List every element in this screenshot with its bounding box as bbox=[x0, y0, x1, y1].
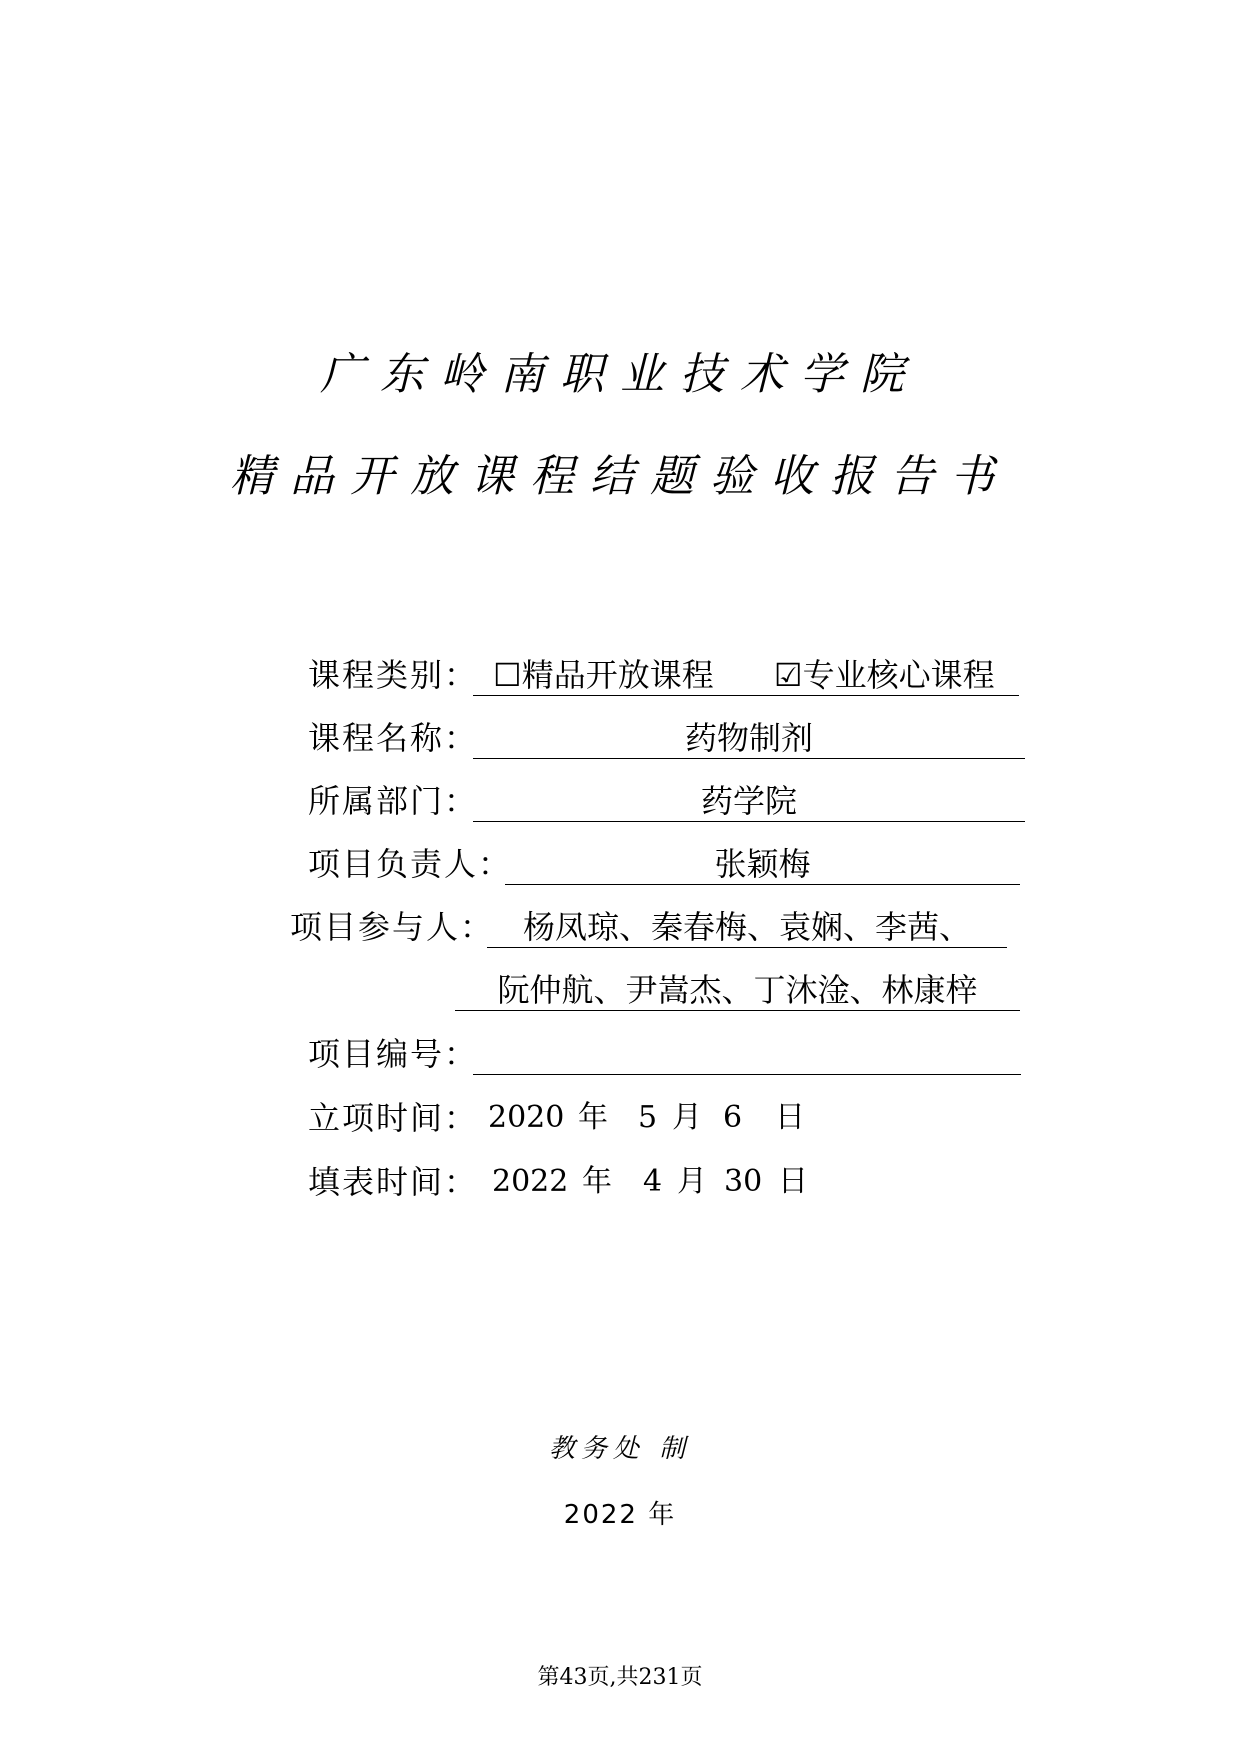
school-title: 广东岭南职业技术学院 bbox=[320, 349, 920, 400]
leader-label: 项目负责人： bbox=[308, 845, 513, 883]
start-date-label: 立项时间： bbox=[308, 1099, 479, 1137]
start-year-unit: 年 bbox=[578, 1100, 608, 1135]
checkbox-unchecked-icon[interactable]: ☐ bbox=[493, 656, 522, 694]
fill-day: 30 bbox=[724, 1164, 763, 1199]
participants-label: 项目参与人： bbox=[290, 908, 495, 946]
checkbox-checked-icon[interactable]: ☑ bbox=[773, 656, 803, 694]
leader-field: 张颖梅 bbox=[505, 844, 1020, 885]
fill-month-unit: 月 bbox=[677, 1164, 707, 1199]
page-number: 第43页,共231页 bbox=[537, 1665, 703, 1690]
course-name-label: 课程名称： bbox=[308, 719, 479, 757]
category-label: 课程类别： bbox=[308, 656, 479, 694]
fill-day-unit: 日 bbox=[778, 1164, 808, 1199]
report-title: 精品开放课程结题验收报告书 bbox=[230, 451, 1010, 502]
start-month-unit: 月 bbox=[672, 1100, 702, 1135]
issue-year: 2022 年 bbox=[563, 1500, 677, 1530]
participants-line-2: 阮仲航、尹嵩杰、丁沐淦、林康梓 bbox=[455, 970, 1020, 1011]
participants-line-1: 杨凤琼、秦春梅、袁娴、李茜、 bbox=[487, 907, 1007, 948]
start-year: 2020 bbox=[488, 1100, 565, 1135]
fill-year: 2022 bbox=[492, 1164, 569, 1199]
category-option-1: 精品开放课程 bbox=[521, 656, 714, 694]
category-field bbox=[473, 655, 1019, 696]
fill-year-unit: 年 bbox=[582, 1164, 612, 1199]
fill-date-label: 填表时间： bbox=[308, 1163, 479, 1201]
issuing-dept: 教务处 制 bbox=[548, 1434, 692, 1464]
start-day-unit: 日 bbox=[775, 1100, 805, 1135]
department-field: 药学院 bbox=[473, 781, 1025, 822]
category-option-2: 专业核心课程 bbox=[802, 656, 995, 694]
start-day: 6 bbox=[723, 1100, 743, 1135]
project-no-label: 项目编号： bbox=[308, 1035, 479, 1073]
course-name-field: 药物制剂 bbox=[473, 718, 1025, 759]
project-no-field bbox=[473, 1034, 1021, 1075]
fill-month: 4 bbox=[643, 1164, 663, 1199]
start-month: 5 bbox=[638, 1100, 658, 1135]
department-label: 所属部门： bbox=[308, 782, 479, 820]
